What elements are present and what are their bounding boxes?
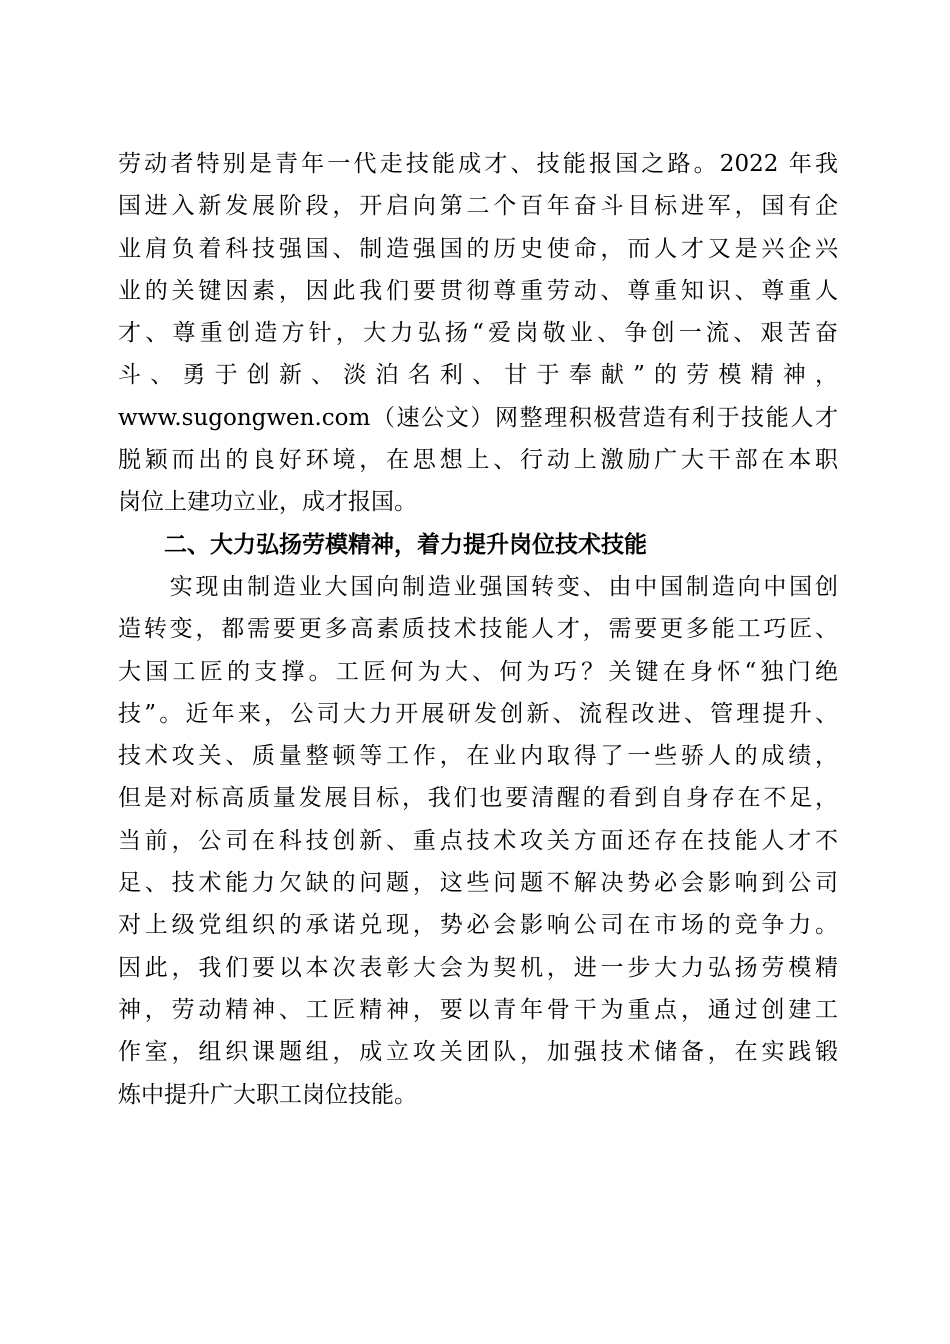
text-line: 国进入新发展阶段，开启向第二个百年奋斗目标进军，国有企	[118, 193, 838, 220]
text-line: 业的关键因素，因此我们要贯彻尊重劳动、尊重知识、尊重人	[118, 277, 838, 304]
text-line: 足、技术能力欠缺的问题，这些问题不解决势必会影响到公司	[118, 870, 838, 897]
text-line: 劳动者特别是青年一代走技能成才、技能报国之路。2022 年我	[118, 151, 838, 177]
text-line: 炼中提升广大职工岗位技能。	[118, 1081, 417, 1108]
text-line: 技术攻关、质量整顿等工作，在业内取得了一些骄人的成绩，	[118, 743, 838, 770]
paragraph-1	[118, 143, 838, 524]
text-line: 斗、勇于创新、淡泊名利、甘于奉献”的劳模精神，	[118, 362, 838, 389]
paragraph-2	[118, 566, 838, 1116]
text-line: 业肩负着科技强国、制造强国的历史使命，而人才又是兴企兴	[118, 235, 838, 262]
text-line: 大国工匠的支撑。工匠何为大、何为巧？关键在身怀“独门绝	[118, 658, 838, 685]
text-line: 才、尊重创造方针，大力弘扬“爱岗敬业、争创一流、艰苦奋	[118, 320, 838, 347]
text-line: 技”。近年来，公司大力开展研发创新、流程改进、管理提升、	[118, 700, 838, 727]
text-line: 对上级党组织的承诺兑现，势必会影响公司在市场的竞争力。	[118, 912, 838, 939]
section-heading: 二、大力弘扬劳模精神，着力提升岗位技术技能	[164, 531, 647, 558]
text-line: www.sugongwen.com（速公文）网整理积极营造有利于技能人才	[118, 404, 838, 431]
document-body	[118, 143, 838, 1116]
text-line: 脱颖而出的良好环境，在思想上、行动上激励广大干部在本职	[118, 447, 838, 474]
text-line: 作室，组织课题组，成立攻关团队，加强技术储备，在实践锻	[118, 1039, 838, 1066]
text-line: 当前，公司在科技创新、重点技术攻关方面还存在技能人才不	[118, 827, 838, 854]
text-line: 但是对标高质量发展目标，我们也要清醒的看到自身存在不足，	[118, 785, 838, 812]
text-line: 实现由制造业大国向制造业强国转变、由中国制造向中国创	[118, 573, 838, 600]
text-line: 造转变，都需要更多高素质技术技能人才，需要更多能工巧匠、	[118, 616, 838, 643]
text-line: 岗位上建功立业，成才报国。	[118, 489, 417, 516]
text-line: 因此，我们要以本次表彰大会为契机，进一步大力弘扬劳模精	[118, 954, 838, 981]
text-line: 神，劳动精神、工匠精神，要以青年骨干为重点，通过创建工	[118, 996, 838, 1023]
